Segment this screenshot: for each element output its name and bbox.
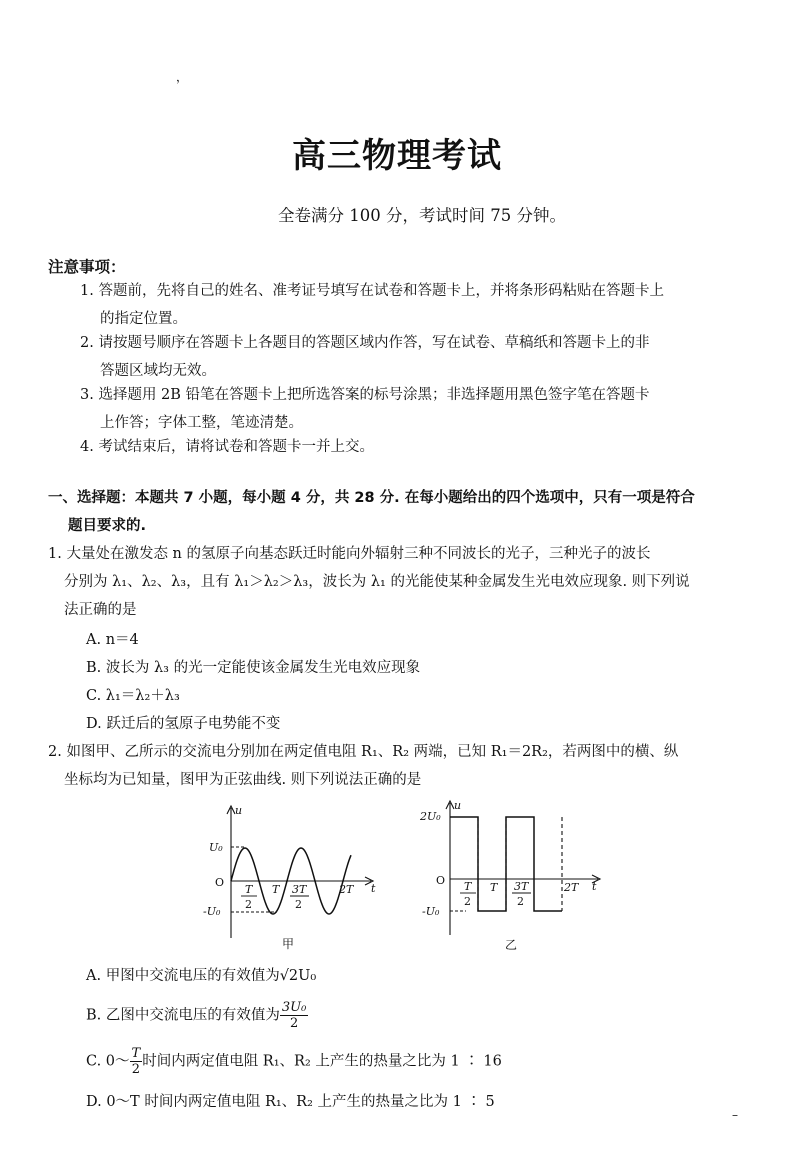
three-half-t-den: 2 — [517, 895, 524, 908]
section-heading: 一、选择题：本题共 7 小题，每小题 4 分，共 28 分. 在每小题给出的四个选项中，只有一项是符合 题目要求的. — [48, 490, 695, 534]
half-t-den: 2 — [245, 898, 252, 911]
two-t-label: 2T — [339, 883, 354, 896]
question-2: 2. 如图甲、乙所示的交流电分别加在两定值电阻 R₁、R₂ 两端，已知 R₁＝2R₂，若两图中的横、纵 坐标均为已知量，图甲为正弦曲线. 则下列说法正确的是 — [48, 744, 679, 788]
half-t-num: T — [245, 883, 253, 896]
t-tick-label: T — [272, 883, 280, 896]
q2-option-b: B. 乙图中交流电压的有效值为 $\frac{\text{3U₀}}{2}$ — [86, 1000, 307, 1031]
notice-item: 3. 选择题用 2B 铅笔在答题卡上把所选答案的标号涂黑；非选择题用黑色签字笔在答题卡 上作答；字体工整，笔迹清楚。 — [80, 387, 650, 431]
graph-jia-caption: 甲 — [282, 937, 295, 951]
stray-mark: – — [732, 1108, 738, 1122]
page-subtitle: 全卷满分 100 分，考试时间 75 分钟。 — [278, 206, 566, 225]
page-title: 高三物理考试 — [292, 136, 502, 176]
q2-option-c: C. 0～ $\frac{T}{2}$ 时间内两定值电阻 R₁、R₂ 上产生的热量之比为 1 ∶ 16 — [86, 1046, 502, 1077]
three-half-t-num: 3T — [292, 883, 307, 896]
notice-item: 2. 请按题号顺序在答题卡上各题目的答题区域内作答，写在试卷、草稿纸和答题卡上的非 答题区域均无效。 — [80, 335, 650, 379]
notice-item: 1. 答题前，先将自己的姓名、准考证号填写在试卷和答题卡上，并将条形码粘贴在答题卡上 的指定位置。 — [80, 283, 664, 327]
t-tick-label: T — [490, 881, 498, 894]
u-label: u — [454, 799, 462, 812]
q2-option-a: A. 甲图中交流电压的有效值为√2U₀ — [86, 968, 317, 984]
u-label: u — [235, 804, 243, 817]
graph-jia — [195, 800, 385, 955]
q2-option-d: D. 0～T 时间内两定值电阻 R₁、R₂ 上产生的热量之比为 1 ∶ 5 — [86, 1094, 495, 1110]
origin-label: O — [436, 874, 446, 887]
three-half-t-num: 3T — [514, 880, 529, 893]
q1-option-d: D. 跃迁后的氢原子电势能不变 — [86, 716, 281, 732]
graph-yi — [410, 795, 610, 955]
neg-u0-label: -U₀ — [422, 905, 440, 918]
t-label: t — [371, 882, 376, 895]
two-t-label: 2T — [564, 881, 579, 894]
notice-heading: 注意事项： — [48, 258, 126, 276]
q1-option-a: A. n＝4 — [86, 632, 139, 648]
notice-item: 4. 考试结束后，请将试卷和答题卡一并上交。 — [80, 439, 374, 455]
q1-option-c: C. λ₁＝λ₂＋λ₃ — [86, 688, 180, 704]
t-label: t — [592, 880, 597, 893]
stray-mark: ， — [176, 70, 189, 84]
three-half-t-den: 2 — [295, 898, 302, 911]
q1-option-b: B. 波长为 λ₃ 的光一定能使该金属发生光电效应现象 — [86, 660, 421, 676]
graph-yi-caption: 乙 — [505, 938, 518, 952]
two-u0-label: 2U₀ — [420, 810, 441, 823]
half-t-den: 2 — [464, 895, 471, 908]
half-t-num: T — [464, 880, 472, 893]
question-1: 1. 大量处在激发态 n 的氢原子向基态跃迁时能向外辐射三种不同波长的光子，三种光子的波长 分别为 λ₁、λ₂、λ₃，且有 λ₁＞λ₂＞λ₃，波长为 λ₁ 的光能使某种金属发生光电效应现象. 则下列说 法正确的是 — [48, 546, 690, 618]
u0-label: U₀ — [209, 841, 223, 854]
origin-label: O — [215, 876, 225, 889]
neg-u0-label: -U₀ — [203, 905, 221, 918]
